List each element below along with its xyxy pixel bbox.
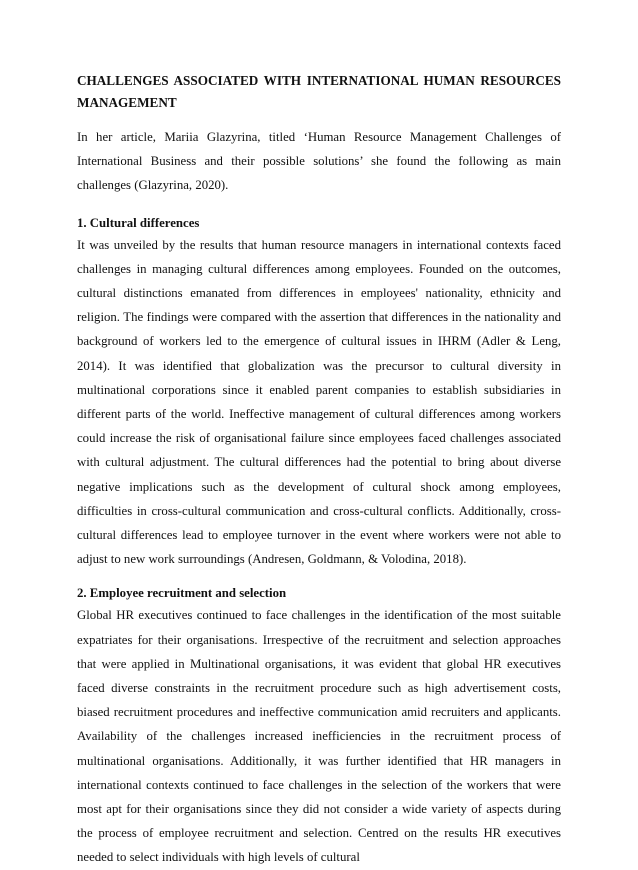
section-employee-recruitment	[77, 583, 561, 869]
section-heading: 1. Cultural differences	[77, 215, 200, 230]
section-paragraph: Global HR executives continued to face challenges in the identification of the most suitable expatriates for their organisations. Irrespective of the recruitment and selection approaches that were applied in Multinational organisations, it was evident that global HR executives faced diverse constraints in the recruitment procedure such as high advertisement costs, biased recruitment procedures and ineffective communication amid recruiters and applicants. Availability of the challenges increased inefficiencies in the recruitment process of multinational organisations. Additionally, it was further identified that HR managers in international contexts continued to face challenges in the selection of the workers that were most apt for their organisations since they did not consider a wide variety of aspects during the process of employee recruitment and selection. Centred on the results HR executives needed to select individuals with high levels of cultural	[77, 608, 561, 865]
section-heading: 2. Employee recruitment and selection	[77, 586, 287, 601]
intro-paragraph: In her article, Mariia Glazyrina, titled ‘Human Resource Management Challenges of International Business and their possible solutions’ she found the following as main challenges (Glazyrina, 2020).	[77, 130, 561, 193]
document-title: CHALLENGES ASSOCIATED WITH INTERNATIONAL HUMAN RESOURCES MANAGEMENT	[77, 73, 561, 110]
section-cultural-differences	[77, 213, 561, 572]
section-paragraph: It was unveiled by the results that human resource managers in international contexts faced challenges in managing cultural differences among employees. Founded on the outcomes, cultural distinctions emanated from differences in employees' nationality, ethnicity and religion. The findings were compared with the assertion that differences in the nationality and background of workers led to the emergence of cultural issues in IHRM (Adler & Leng, 2014). It was identified that globalization was the precursor to cultural diversity in multinational corporations since it enabled parent companies to establish subsidiaries in different parts of the world. Ineffective management of cultural differences among workers could increase the risk of organisational failure since employees faced challenges associated with cultural adjustment. The cultural differences had the potential to bring about diverse negative implications such as the development of cultural shock among employees, difficulties in cross-cultural communication and cross-cultural conflicts. Additionally, cross-cultural differences lead to employee turnover in the event where workers were not able to adjust to new work surroundings (Andresen, Goldmann, & Volodina, 2018).	[77, 237, 561, 567]
